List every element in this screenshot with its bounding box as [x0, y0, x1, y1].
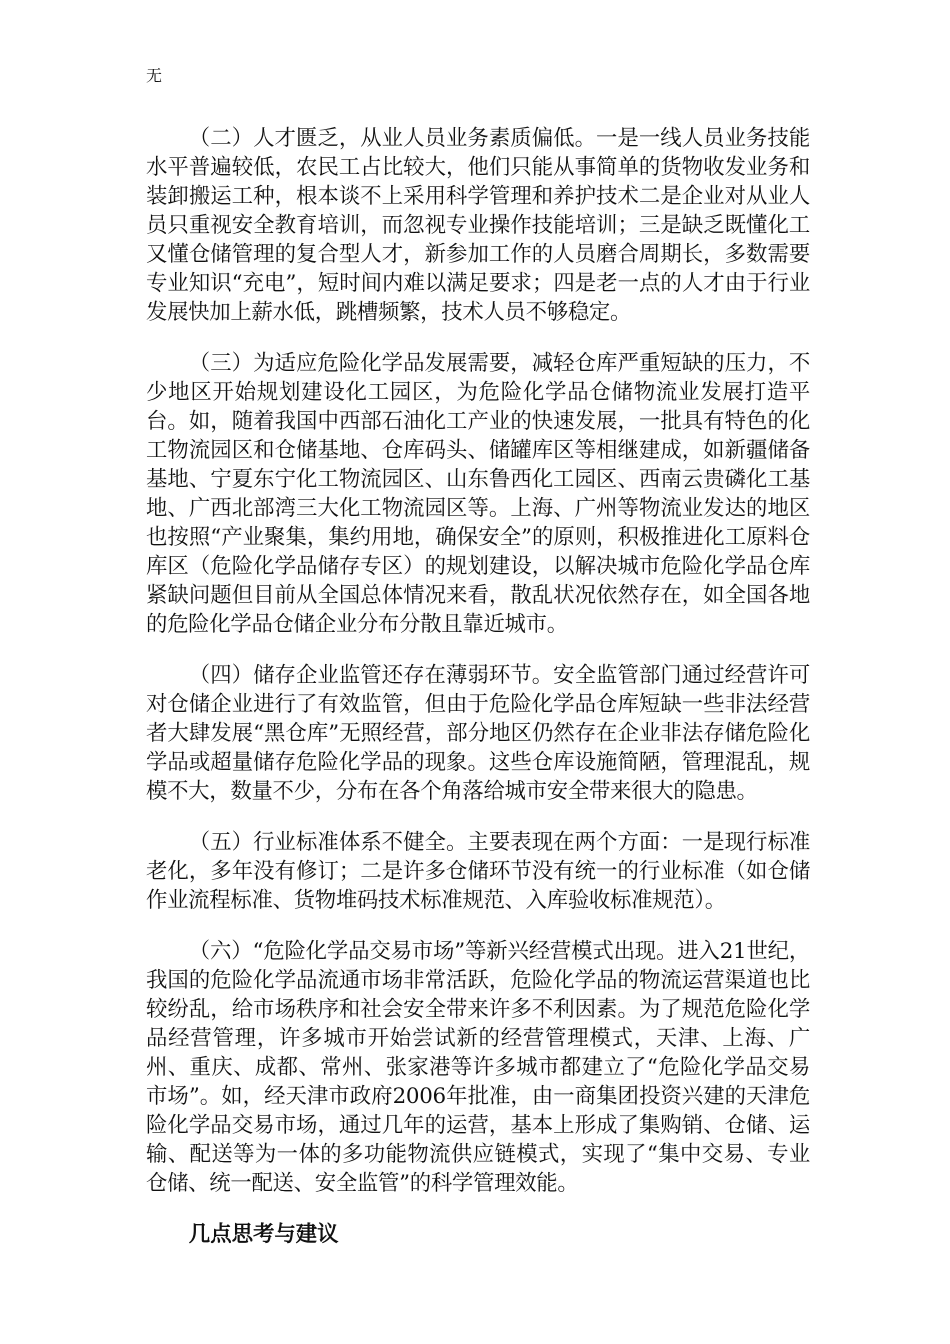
paragraph-supervision: （四）储存企业监管还存在薄弱环节。安全监管部门通过经营许可对仓储企业进行了有效监管，但由于危险化学品仓库短缺一些非法经营者大肆发展“黑仓库”无照经营，部分地区仍然存在企业非法存储危险化学品或超量储存危险化学品的现象。这些仓库设施简陋，管理混乱，规模不大，数量不少，分布在各个角落给城市安全带来很大的隐患。: [146, 663, 810, 804]
section-heading: 几点思考与建议: [188, 1222, 339, 1247]
page-header: 无: [146, 66, 163, 85]
paragraph-trading-market: （六）“危险化学品交易市场”等新兴经营模式出现。进入21世纪，我国的危险化学品流通市场非常活跃，危险化学品的物流运营渠道也比较纷乱，给市场秩序和社会安全带来许多不利因素。为了规范危险化学品经营管理，许多城市开始尝试新的经营管理模式，天津、上海、广州、重庆、成都、常州、张家港等许多城市都建立了“危险化学品交易市场”。如，经天津市政府2006年批准，由一商集团投资兴建的天津危险化学品交易市场，通过几年的运营，基本上形成了集购销、仓储、运输、配送等为一体的多功能物流供应链模式，实现了“集中交易、专业仓储、统一配送、安全监管”的科学管理效能。: [146, 939, 810, 1196]
paragraph-talent-shortage: （二）人才匮乏，从业人员业务素质偏低。一是一线人员业务技能水平普遍较低，农民工占比较大，他们只能从事简单的货物收发业务和装卸搬运工种，根本谈不上采用科学管理和养护技术二是企业对从业人员只重视安全教育培训，而忽视专业操作技能培训；三是缺乏既懂化工又懂仓储管理的复合型人才，新参加工作的人员磨合周期长，多数需要专业知识“充电”，短时间内难以满足要求；四是老一点的人才由于行业发展快加上薪水低，跳槽频繁，技术人员不够稳定。: [146, 126, 810, 325]
document-body: [146, 124, 810, 1249]
paragraph-chemical-parks: （三）为适应危险化学品发展需要，减轻仓库严重短缺的压力，不少地区开始规划建设化工园区，为危险化学品仓储物流业发展打造平台。如，随着我国中西部石油化工产业的快速发展，一批具有特色的化工物流园区和仓储基地、仓库码头、储罐库区等相继建成，如新疆储备基地、宁夏东宁化工物流园区、山东鲁西化工园区、西南云贵磷化工基地、广西北部湾三大化工物流园区等。上海、广州等物流业发达的地区也按照“产业聚集，集约用地，确保安全”的原则，积极推进化工原料仓库区（危险化学品储存专区）的规划建设，以解决城市危险化学品仓库紧缺问题但目前从全国总体情况来看，散乱状况依然存在，如全国各地的危险化学品仓储企业分布分散且靠近城市。: [146, 351, 810, 637]
paragraph-standards: （五）行业标准体系不健全。主要表现在两个方面：一是现行标准老化，多年没有修订；二是许多仓储环节没有统一的行业标准（如仓储作业流程标准、货物堆码技术标准规范、入库验收标准规范）。: [146, 830, 810, 913]
